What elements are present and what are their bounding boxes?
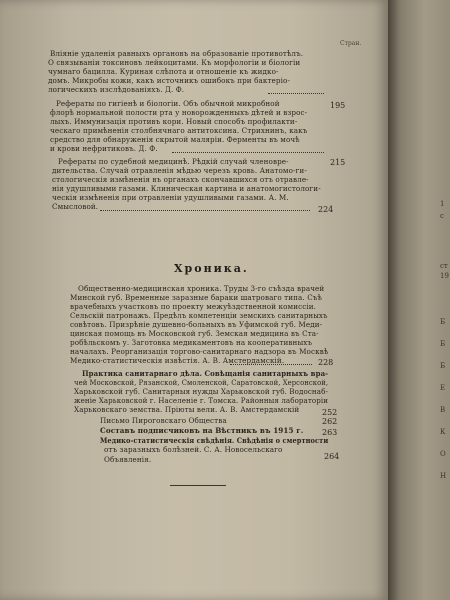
toc-line: Рефераты по гигiенѣ и бiологiи. Объ обычной микробной bbox=[56, 99, 280, 108]
toc-line: цинская помощь въ Московской губ. Земская медицина въ Ста- bbox=[70, 329, 319, 338]
toc-line: Сельскiй патронажъ. Предѣлъ компетенцiи земскихъ санитарныхъ bbox=[70, 311, 328, 320]
toc-line: Письмо Пироговскаго Общества bbox=[100, 416, 227, 425]
toc-line: Смысловой. bbox=[52, 202, 99, 211]
toc-line: ческiя измѣненiя при отравленiи удушливыми газами. А. М. bbox=[52, 193, 289, 202]
toc-line: домъ. Микробы кожи, какъ источникъ ошибокъ при бактерiо- bbox=[48, 76, 290, 85]
section-heading: Хроника. bbox=[174, 262, 249, 275]
page-number: 215 bbox=[330, 158, 346, 167]
edge-fragment: К bbox=[440, 428, 446, 436]
toc-line: Харьковской губ. Санитарныя нужды Харьковской губ. Водоснаб- bbox=[74, 387, 328, 396]
toc-line: Практика санитарнаго дѣла. Совѣщанiя санитарныхъ вра- bbox=[82, 369, 329, 378]
edge-fragment: Е bbox=[440, 384, 446, 392]
edge-fragment: Н bbox=[440, 472, 447, 480]
toc-line: нiя удушливыми газами. Клиническая картина и анатомогистологи- bbox=[52, 184, 321, 193]
edge-fragment: Б bbox=[440, 362, 446, 370]
leader-dots bbox=[268, 93, 324, 94]
edge-fragment: ст bbox=[440, 262, 448, 270]
toc-line: врачебныхъ участковъ по проекту межуѣздственной комиссiи. bbox=[70, 302, 317, 311]
toc-line: Составъ подписчиковъ на Вѣстникъ въ 1915 г. bbox=[100, 426, 304, 435]
toc-line: Минской губ. Временные заразные бараки шатроваго типа. Съѣ bbox=[70, 293, 322, 302]
toc-line: началахъ. Реорганизацiя торгово-санитарнаго надзора въ Москвѣ bbox=[70, 347, 329, 356]
toc-line: Харьковскаго земства. Прiюты вели. А. В. Амстердамскiй bbox=[74, 405, 300, 414]
toc-line: ческаго примѣненiя столбнячнаго антитоксина. Стрихнинъ, какъ bbox=[50, 126, 308, 135]
edge-fragment: Б bbox=[440, 318, 446, 326]
page-number: 262 bbox=[322, 417, 338, 426]
toc-line: чумнаго бацилла. Куриная слѣпота и отношенiе къ жидко- bbox=[48, 67, 279, 76]
page-number: 224 bbox=[318, 205, 334, 214]
page-number: 228 bbox=[318, 358, 334, 367]
toc-line: средство для обнаруженiя скрытой малярiи. Ферменты въ мочѣ bbox=[50, 135, 300, 144]
page-number: 252 bbox=[322, 408, 338, 417]
toc-line: отъ заразныхъ болѣзней. С. А. Новосельскаго bbox=[104, 445, 283, 454]
toc-line: Влiянiе удаленiя равныхъ органовъ на образованiе противотѣлъ. bbox=[50, 49, 304, 58]
toc-line: Объявленiя. bbox=[104, 455, 152, 464]
toc-line: совѣтовъ. Призрѣнiе душевно-больныхъ въ Уфимской губ. Меди- bbox=[70, 320, 323, 329]
toc-line: женiе Харьковской г. Населенiе г. Томска. Районныя лабораторiи bbox=[74, 396, 329, 405]
toc-line: флорѣ нормальной полости рта у новорожденныхъ дѣтей и взрос- bbox=[50, 108, 308, 117]
page-number: 264 bbox=[324, 452, 340, 461]
toc-line: чей Московской, Рязанской, Смоленской, Саратовской, Херсонской, bbox=[74, 378, 329, 387]
edge-fragment: 19 bbox=[440, 272, 449, 280]
toc-line: Рефераты по судебной медицинѣ. Рѣдкiй случай членоврe- bbox=[58, 157, 289, 166]
toc-line: О связыванiи токсиновъ лейкоцитами. Къ морфологiи и бiологiи bbox=[48, 58, 301, 67]
leader-dots bbox=[100, 210, 310, 211]
edge-fragment: 1 bbox=[440, 200, 445, 208]
page-number: 195 bbox=[330, 101, 346, 110]
edge-fragment: В bbox=[440, 406, 446, 414]
edge-fragment: О bbox=[440, 450, 446, 458]
leader-dots bbox=[172, 152, 324, 153]
toc-line: Общественно-медицинская хроника. Труды 3-го съѣзда врачей bbox=[78, 284, 325, 293]
toc-line: Медико-статистическiя извѣстiя. А. В. Амстердамскiй. bbox=[70, 356, 285, 365]
toc-line: лыхъ. Иммунизацiя противъ кори. Новый способъ профилакти- bbox=[50, 117, 298, 126]
toc-line: стологическiя измѣненiя въ органахъ скончавшихся отъ отравле- bbox=[52, 175, 309, 184]
page-number: 263 bbox=[322, 428, 338, 437]
toc-line: Медико-статистическiя свѣдѣнiя. Свѣдѣнiя о смертности bbox=[100, 436, 329, 445]
closing-rule bbox=[170, 485, 226, 486]
book-page-right-edge bbox=[388, 0, 450, 600]
leader-dots bbox=[230, 364, 312, 365]
toc-line: робѣльскомъ у. Заготовка медикаментовъ на кооперативныхъ bbox=[70, 338, 313, 347]
toc-line: логическихъ изслѣдованiяхъ. Д. Ф. bbox=[48, 85, 185, 94]
page-column-header: Стран. bbox=[340, 40, 362, 47]
toc-line: и крови нефритиковъ. Д. Ф. bbox=[50, 144, 158, 153]
edge-fragment: Б bbox=[440, 340, 446, 348]
toc-line: дительства. Случай отравленiя мѣдью черезъ кровь. Анатомо-ги- bbox=[52, 166, 307, 175]
edge-fragment: с bbox=[440, 212, 444, 220]
